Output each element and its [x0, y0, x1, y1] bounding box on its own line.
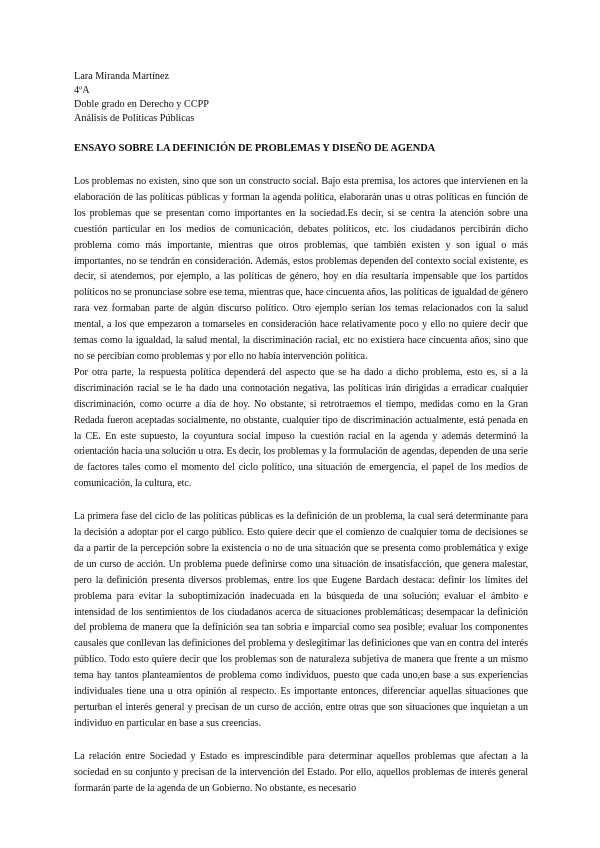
- author-name: Lara Miranda Martínez: [74, 71, 170, 82]
- paragraph-1: Los problemas no existen, sino que son un constructo social. Bajo esta premisa, los actores que intervienen en la elaboración de las políticas públicas y forman la agenda política, elaborarán unas u otras políticas en función de los problemas que se presentan como importantes en la sociedad.Es decir, si se centra la atención sobre una cuestión particular en los medios de comunicación, debates políticos, etc. los ciudadanos percibirán dicho problema como más importante, mientras que otros problemas, que también existen y son igual o más importantes, no se tendrán en consideración. Además, estos problemas dependen del contexto social existente, es decir, si atendemos, por ejemplo, a las políticas de género, hoy en día resultaría impensable que los partidos políticos no se pronunciase sobre ese tema, mientras que, hace cincuenta años, las políticas de igualdad de género rara vez formaban parte de algún discurso político. Otro ejemplo serían los temas relacionados con la salud mental, a los que empezaron a tomarseles en consideración hace relativamente poco y ello no quiere decir que temas como la igualdad, la salud mental, la discriminación racial, etc no existiera hace cincuenta años, sino que no se percibían como problemas y por ello no había intervención política.: [74, 176, 528, 362]
- group-label: 4ºA: [74, 85, 90, 96]
- paragraph-4: La relación entre Sociedad y Estado es imprescindible para determinar aquellos problemas que afectan a la sociedad en su conjunto y precisan de la intervención del Estado. Por ello, aquellos problemas de interés general formarán parte de la agenda de un Gobierno. No obstante, es necesario: [74, 750, 528, 794]
- degree-label: Doble grado en Derecho y CCPP: [74, 99, 209, 110]
- paragraph-2: Por otra parte, la respuesta política dependerá del aspecto que se ha dado a dicho problema, esto es, si a la discriminación racial se le ha dado una connotación negativa, las políticas irán dirigidas a erradicar cualquier discriminación, como ocurre a día de hoy. No obstante, si retrotraemos el tiempo, medidas como en la Gran Redada fueron aceptadas socialmente, no obstante, cualquier tipo de discriminación actualmente, está penada en la CE. En este supuesto, la coyuntura social impuso la cuestión racial en la agenda y además determinó la orientación hacia una solución u otra. Es decir, los problemas y la formulación de agendas, dependen de una serie de factores tales como el momento del ciclo político, una situación de emergencia, el papel de los medios de comunicación, la cultura, etc.: [74, 366, 528, 490]
- essay-title: ENSAYO SOBRE LA DEFINICIÓN DE PROBLEMAS Y DISEÑO DE AGENDA: [74, 143, 436, 154]
- course-label: Análisis de Políticas Públicas: [74, 113, 195, 124]
- paragraph-3: La primera fase del ciclo de las políticas públicas es la definición de un problema, la cual será determinante para la decisión a adoptar por el cargo público. Esto quiere decir que el comienzo de cualquier toma de decisiones se da a partir de la percepción sobre la existencia o no de una situación que se presenta como problemática y exige de un curso de acción. Un problema puede definirse como una situación de insatisfacción, que genera malestar, pero la definición presenta diversos problemas, entre los que Eugene Bardach destaca: definir los límites del problema para evitar la suboptimización inadecuada en la búsqueda de una solución; evaluar el ámbito e intensidad de los sentimientos de los ciudadanos acerca de situaciones problemáticas; desempacar la definición del problema de manera que la definición sea tan sobria e imparcial como sea posible; evaluar los componentes causales que conllevan las definiciones del problema y deslegitimar las definiciones que van en contra del interés público. Todo esto quiere decir que los problemas son de naturaleza subjetiva de manera que frente a un mismo tema hay tantos planteamientos de problema como individuos, puesto que cada uno,en base a sus experiencias individuales tiene una u otra opinión al respecto. Es importante entonces, diferenciar aquellas situaciones que perturban el interés general y precisan de un curso de acción, entre otras que son situaciones que inquietan a un individuo en particular en base a sus creencias.: [74, 511, 528, 729]
